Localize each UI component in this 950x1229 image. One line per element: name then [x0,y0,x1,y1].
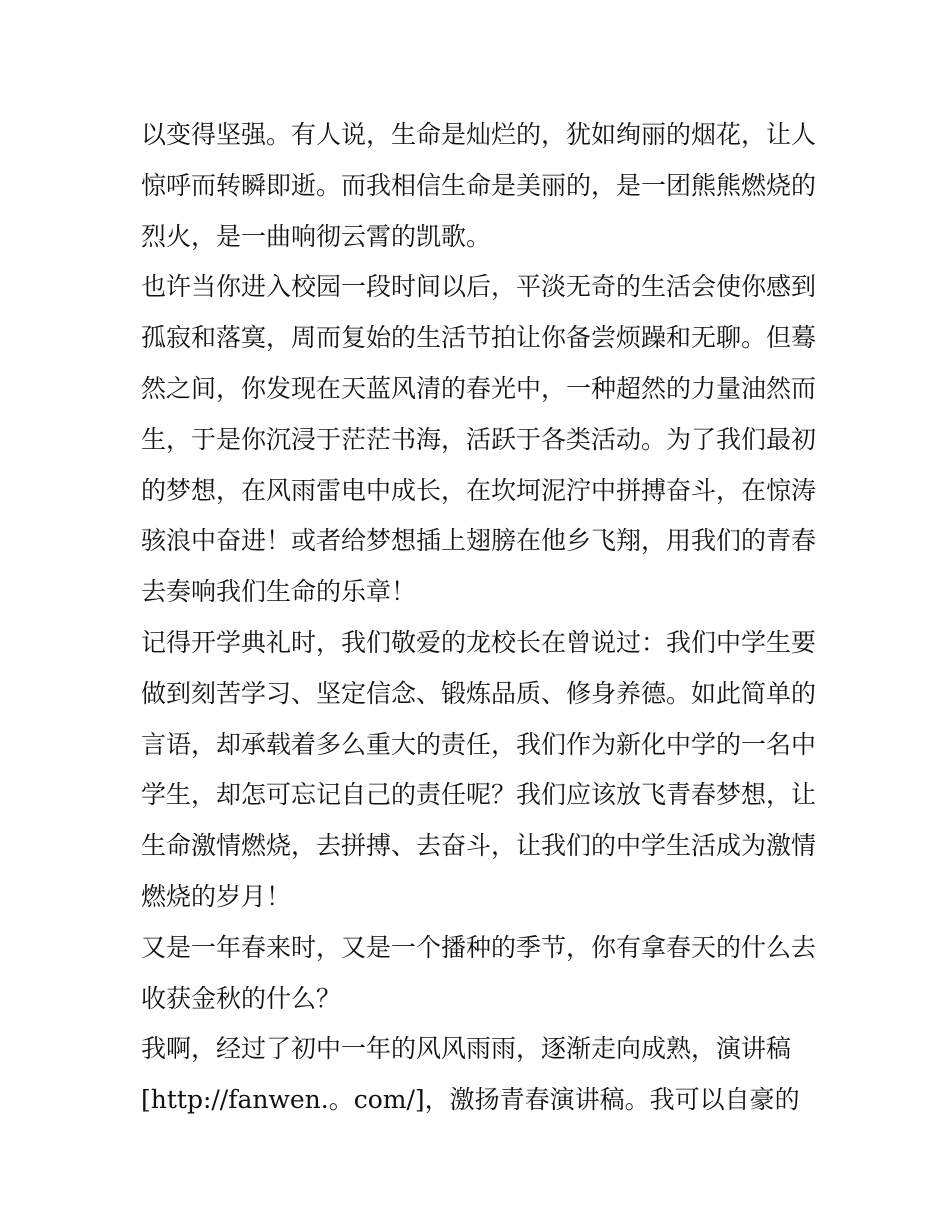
text-line: 惊呼而转瞬即逝。而我相信生命是美丽的，是一团熊熊燃烧的 [141,170,817,200]
text-line: 又是一年春来时，又是一个播种的季节，你有拿春天的什么去 [141,932,817,962]
text-line: 烈火，是一曲响彻云霄的凯歌。 [141,221,492,251]
text-line: 生命激情燃烧，去拼搏、去奋斗，让我们的中学生活成为激情 [141,831,817,861]
text-line: 孤寂和落寞，周而复始的生活节拍让你备尝烦躁和无聊。但蓦 [141,323,817,353]
text-line: 记得开学典礼时，我们敬爱的龙校长在曾说过：我们中学生要 [141,627,817,657]
text-line: 燃烧的岁月！ [141,881,292,911]
text-line: 收获金秋的什么？ [141,983,342,1013]
text-line: 言语，却承载着多么重大的责任，我们作为新化中学的一名中 [141,729,817,759]
text-line: 学生，却怎可忘记自己的责任呢？我们应该放飞青春梦想，让 [141,780,817,810]
text-line: 的梦想，在风雨雷电中成长，在坎坷泥泞中拼搏奋斗，在惊涛 [141,475,817,505]
text-line: 做到刻苦学习、坚定信念、锻炼品质、修身养德。如此简单的 [141,678,817,708]
text-line: 去奏响我们生命的乐章！ [141,577,417,607]
text-line: 也许当你进入校园一段时间以后，平淡无奇的生活会使你感到 [141,272,817,302]
text-line: 我啊，经过了初中一年的风风雨雨，逐渐走向成熟，演讲稿 [141,1034,792,1064]
text-line: 生，于是你沉浸于茫茫书海，活跃于各类活动。为了我们最初 [141,424,817,454]
document-body [141,110,816,1126]
text-line: 以变得坚强。有人说，生命是灿烂的，犹如绚丽的烟花，让人 [141,120,817,149]
text-line: 骇浪中奋进！或者给梦想插上翅膀在他乡飞翔，用我们的青春 [141,526,817,556]
text-line: 然之间，你发现在天蓝风清的春光中，一种超然的力量油然而 [141,373,817,403]
text-line: [http://fanwen.。com/]，激扬青春演讲稿。我可以自豪的 [141,1085,800,1115]
